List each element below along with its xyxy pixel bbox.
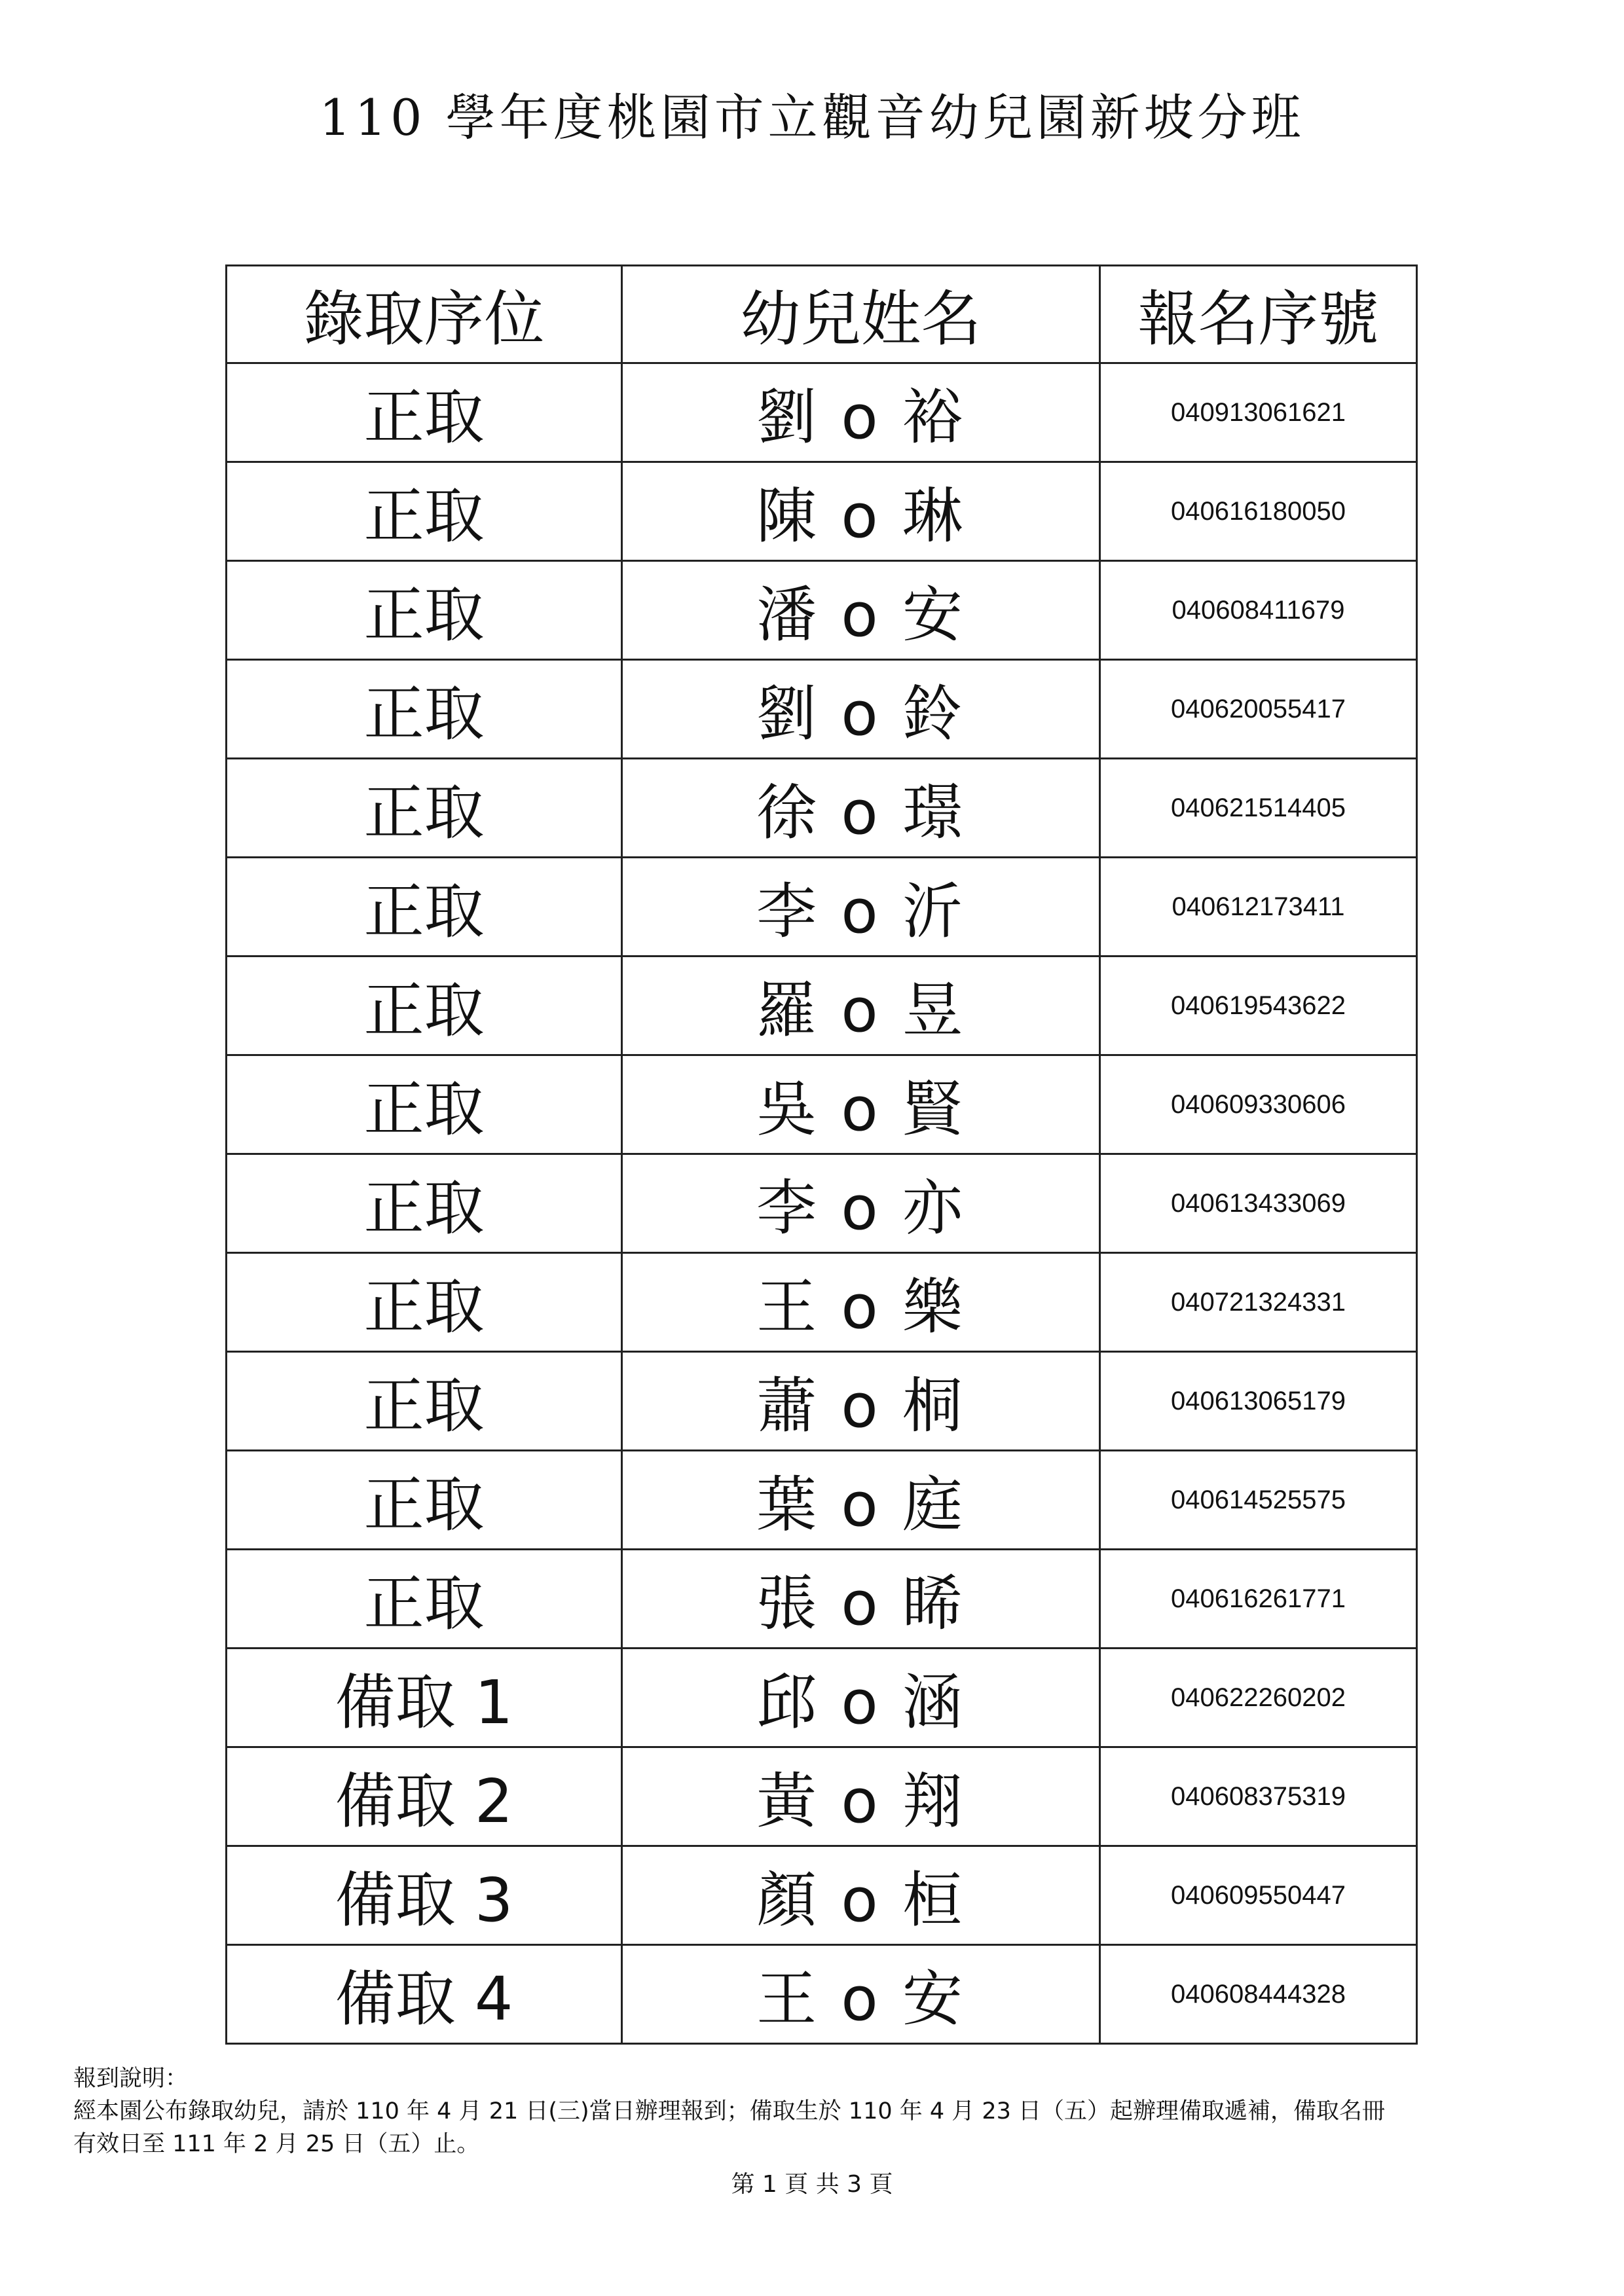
child-name-cell: 劉 o 裕 (622, 363, 1100, 462)
table-row (227, 363, 1417, 462)
child-name-cell: 羅 o 昱 (622, 957, 1100, 1055)
rank-cell: 備取 2 (227, 1747, 622, 1846)
registration-number-cell: 040621514405 (1100, 759, 1417, 858)
child-name-cell: 李 o 沂 (622, 858, 1100, 957)
table-row (227, 858, 1417, 957)
registration-number-cell: 040608444328 (1100, 1945, 1417, 2044)
page-number: 第 1 頁 共 3 頁 (731, 2171, 893, 2198)
notes-line-1: 經本園公布錄取幼兒，請於 110 年 4 月 21 日(三)當日辦理報到；備取生於 110 年 4 月 23 日（五）起辦理備取遞補，備取名冊 (73, 2098, 1386, 2124)
child-name-cell: 蕭 o 桐 (622, 1352, 1100, 1451)
rank-cell: 正取 (227, 1352, 622, 1451)
child-name-cell: 潘 o 安 (622, 561, 1100, 660)
registration-number-cell: 040622260202 (1100, 1649, 1417, 1747)
child-name-cell: 葉 o 庭 (622, 1451, 1100, 1550)
child-name-cell: 吳 o 賢 (622, 1055, 1100, 1154)
registration-number-cell: 040614525575 (1100, 1451, 1417, 1550)
notes-heading: 報到說明： (73, 2066, 189, 2092)
child-name-cell: 黃 o 翔 (622, 1747, 1100, 1846)
registration-number-cell: 040619543622 (1100, 957, 1417, 1055)
registration-number-cell: 040608375319 (1100, 1747, 1417, 1846)
rank-cell: 正取 (227, 1550, 622, 1649)
rank-cell: 正取 (227, 1154, 622, 1253)
table-row (227, 759, 1417, 858)
child-name-cell: 邱 o 涵 (622, 1649, 1100, 1747)
rank-cell: 正取 (227, 660, 622, 759)
table-row (227, 1550, 1417, 1649)
rank-cell: 備取 4 (227, 1945, 622, 2044)
document-title: 110 學年度桃園市立觀音幼兒園新坡分班 (319, 88, 1305, 147)
child-name-cell: 王 o 安 (622, 1945, 1100, 2044)
registration-number-cell: 040616180050 (1100, 462, 1417, 561)
column-header-rank: 錄取序位 (227, 266, 622, 363)
rank-cell: 正取 (227, 1451, 622, 1550)
table-row (227, 1055, 1417, 1154)
table-row (227, 957, 1417, 1055)
registration-number-cell: 040721324331 (1100, 1253, 1417, 1352)
registration-number-cell: 040620055417 (1100, 660, 1417, 759)
child-name-cell: 李 o 亦 (622, 1154, 1100, 1253)
admission-table (225, 264, 1418, 2045)
registration-number-cell: 040913061621 (1100, 363, 1417, 462)
table-row (227, 1649, 1417, 1747)
table-header-row (227, 266, 1417, 363)
rank-cell: 正取 (227, 759, 622, 858)
child-name-cell: 劉 o 鈴 (622, 660, 1100, 759)
registration-notes (73, 2062, 1566, 2160)
child-name-cell: 顏 o 桓 (622, 1846, 1100, 1945)
column-header-child-name: 幼兒姓名 (622, 266, 1100, 363)
table-row (227, 561, 1417, 660)
rank-cell: 正取 (227, 1055, 622, 1154)
table-row (227, 462, 1417, 561)
child-name-cell: 王 o 樂 (622, 1253, 1100, 1352)
registration-number-cell: 040616261771 (1100, 1550, 1417, 1649)
table-row (227, 1747, 1417, 1846)
registration-number-cell: 040613065179 (1100, 1352, 1417, 1451)
table-row (227, 1945, 1417, 2044)
registration-number-cell: 040609550447 (1100, 1846, 1417, 1945)
rank-cell: 正取 (227, 858, 622, 957)
table-row (227, 1451, 1417, 1550)
rank-cell: 正取 (227, 1253, 622, 1352)
registration-number-cell: 040609330606 (1100, 1055, 1417, 1154)
table-row (227, 1846, 1417, 1945)
rank-cell: 正取 (227, 462, 622, 561)
table-row (227, 660, 1417, 759)
child-name-cell: 陳 o 琳 (622, 462, 1100, 561)
registration-number-cell: 040612173411 (1100, 858, 1417, 957)
notes-line-2: 有效日至 111 年 2 月 25 日（五）止。 (73, 2131, 480, 2157)
rank-cell: 正取 (227, 957, 622, 1055)
registration-number-cell: 040608411679 (1100, 561, 1417, 660)
rank-cell: 備取 1 (227, 1649, 622, 1747)
child-name-cell: 徐 o 璟 (622, 759, 1100, 858)
table-row (227, 1154, 1417, 1253)
rank-cell: 正取 (227, 561, 622, 660)
registration-number-cell: 040613433069 (1100, 1154, 1417, 1253)
rank-cell: 備取 3 (227, 1846, 622, 1945)
column-header-registration-number: 報名序號 (1100, 266, 1417, 363)
table-row (227, 1253, 1417, 1352)
child-name-cell: 張 o 睎 (622, 1550, 1100, 1649)
table-row (227, 1352, 1417, 1451)
rank-cell: 正取 (227, 363, 622, 462)
